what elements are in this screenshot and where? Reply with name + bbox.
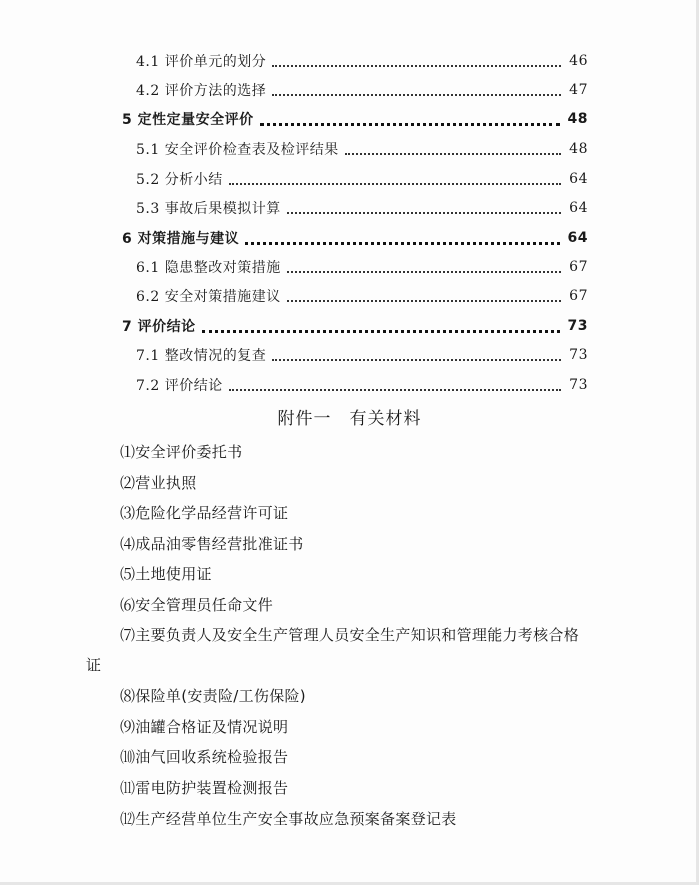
toc-entry-page: 67 [569,288,588,304]
toc-entry-page: 64 [569,171,588,187]
toc-entry-label: 5 定性定量安全评价 [122,112,254,128]
annex-item: ⑼油罐合格证及情况说明 [120,718,289,736]
toc-entry-label: 7.1 整改情况的复查 [136,348,267,364]
toc-entry-label: 6 对策措施与建议 [122,231,240,247]
annex-title: 附件一 有关材料 [277,409,422,429]
toc-entry [136,196,588,220]
toc-entry-page: 73 [569,347,588,363]
toc-leader-dots [229,387,561,391]
annex-item: ⑷成品油零售经营批准证书 [120,535,304,553]
annex-item: ⑾雷电防护装置检测报告 [120,779,289,797]
toc-entry-page: 73 [567,318,588,334]
toc-entry-page: 67 [569,259,588,275]
toc-entry-label: 6.1 隐患整改对策措施 [136,260,281,276]
toc-entry-page: 73 [569,377,588,393]
annex-item: ⑽油气回收系统检验报告 [120,748,289,766]
annex-item: ⑴安全评价委托书 [120,443,243,461]
toc-entry [136,255,588,279]
annex-item: ⑿生产经营单位生产安全事故应急预案备案登记表 [120,810,457,828]
toc-leader-dots [287,210,561,214]
toc-entry-label: 4.2 评价方法的选择 [136,83,267,99]
annex-item-continuation: 证 [86,656,102,674]
toc-entry-page: 64 [569,200,588,216]
toc-leader-dots [245,240,559,245]
toc-entry-label: 5.1 安全评价检查表及检评结果 [136,142,339,158]
toc-entry-page: 46 [569,53,588,69]
toc-entry [136,78,588,102]
toc-entry-page: 47 [569,82,588,98]
toc-entry [136,373,588,397]
toc-leader-dots [345,151,561,155]
annex-item: ⑵营业执照 [120,474,197,492]
toc-entry [136,284,588,308]
toc-entry-label: 4.1 评价单元的划分 [136,54,267,70]
toc-chapter-entry [122,314,588,338]
toc-chapter-entry [122,107,588,131]
toc-leader-dots [229,181,561,185]
toc-entry [136,49,588,73]
annex-item: ⑹安全管理员任命文件 [120,596,274,614]
toc-entry-label: 7.2 评价结论 [136,378,223,394]
toc-entry-page: 64 [567,230,588,246]
toc-leader-dots [272,63,561,67]
annex-item: ⑸土地使用证 [120,565,212,583]
toc-leader-dots [272,357,561,361]
toc-entry-page: 48 [567,111,588,127]
toc-entry-label: 7 评价结论 [122,319,196,335]
annex-item: ⑺主要负责人及安全生产管理人员安全生产知识和管理能力考核合格 [120,626,580,644]
toc-leader-dots [260,121,560,126]
toc-leader-dots [287,298,561,302]
toc-chapter-entry [122,226,588,250]
toc-leader-dots [287,269,561,273]
toc-entry [136,167,588,191]
toc-entry [136,137,588,161]
toc-entry-label: 6.2 安全对策措施建议 [136,289,281,305]
annex-item: ⑻保险单(安责险/工伤保险) [120,687,306,705]
toc-entry [136,343,588,367]
toc-leader-dots [272,92,561,96]
toc-entry-label: 5.3 事故后果模拟计算 [136,201,281,217]
toc-leader-dots [202,328,560,333]
annex-item: ⑶危险化学品经营许可证 [120,504,289,522]
toc-entry-page: 48 [569,141,588,157]
toc-entry-label: 5.2 分析小结 [136,172,223,188]
